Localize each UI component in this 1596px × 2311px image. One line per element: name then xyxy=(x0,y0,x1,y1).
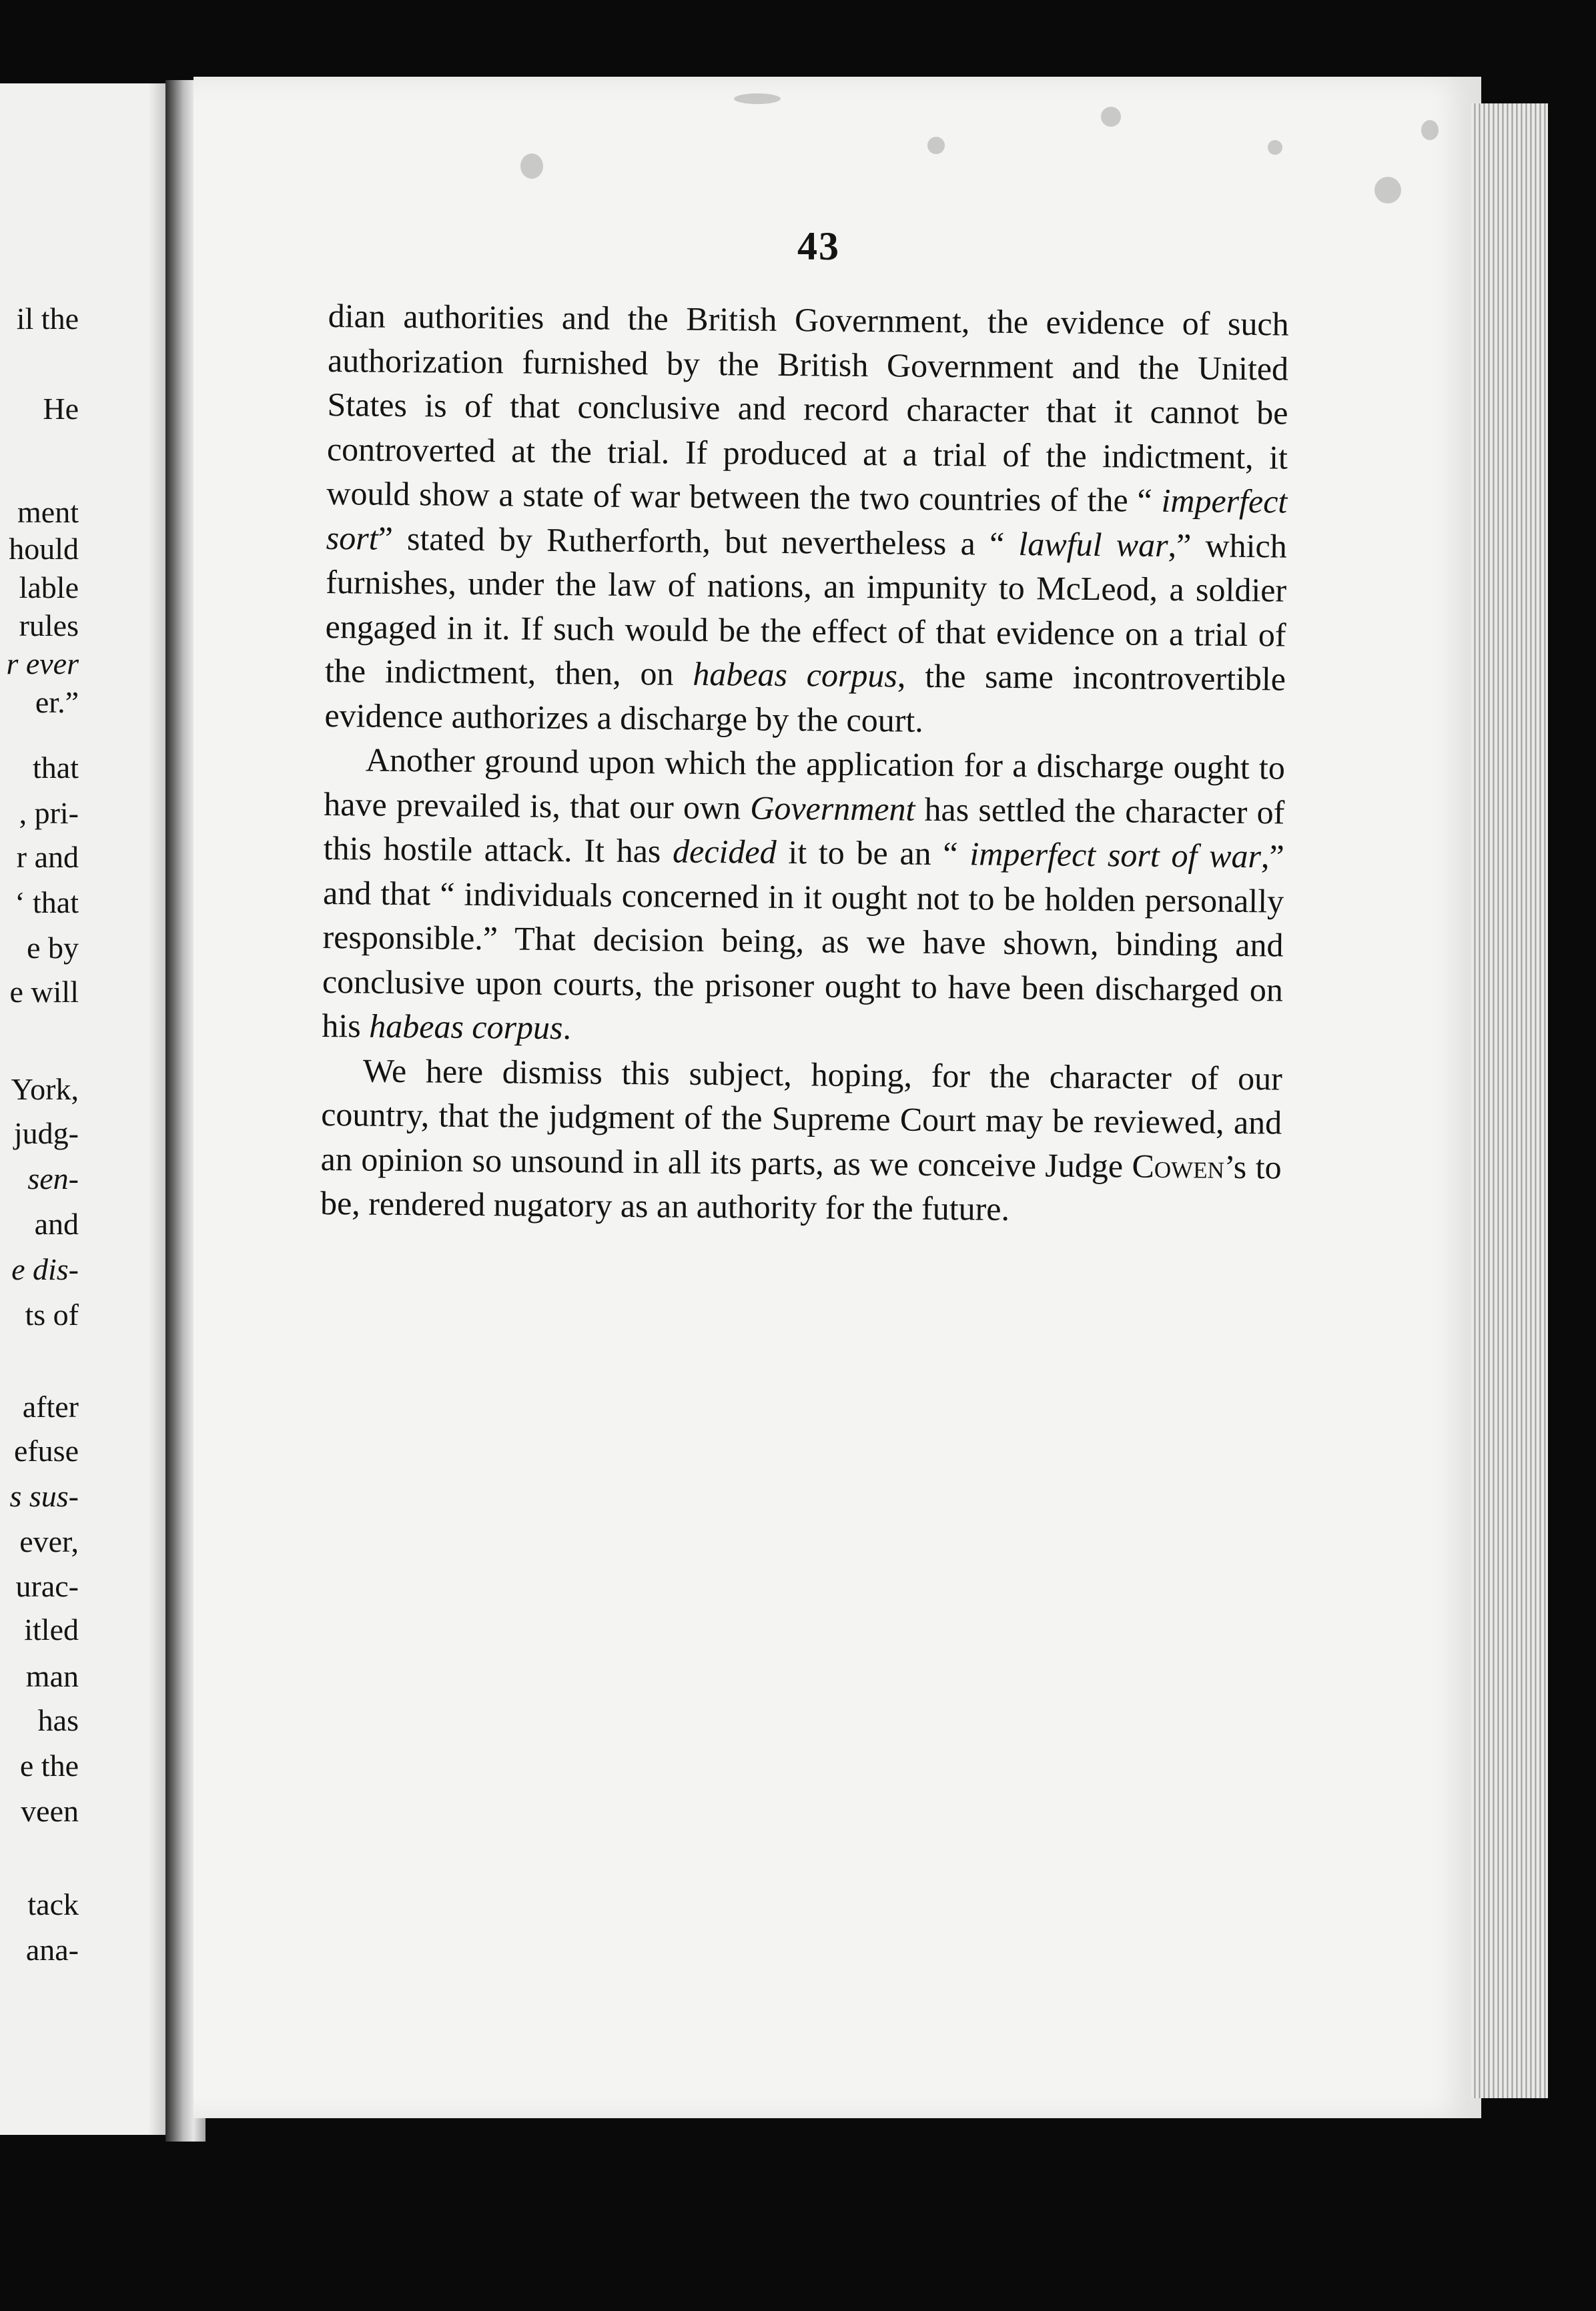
text-run: , the same incontrovertible evidence authorizes a discharge by the court. xyxy=(324,656,1286,739)
text-run: it to be an “ xyxy=(776,833,970,873)
facing-page-line: sen- xyxy=(27,1162,79,1196)
facing-page-line: veen xyxy=(21,1794,79,1828)
facing-page-line: man xyxy=(25,1659,79,1693)
facing-page-line: has xyxy=(37,1703,79,1737)
facing-page-line: ana- xyxy=(25,1933,79,1967)
foxing-spot xyxy=(520,153,543,179)
body-text xyxy=(320,294,1289,1234)
text-run: ,” which furnishes, under the law of nations, an impunity to McLeod, a soldier engaged in it. If such would be the effect of that evidence on a trial of the indictment, then, on xyxy=(324,526,1287,692)
facing-page-line: ever, xyxy=(19,1524,79,1558)
facing-page-line: ment xyxy=(17,495,79,529)
text-run: ” stated by Rutherforth, but nevertheless a “ xyxy=(378,519,1019,562)
facing-page-line: itled xyxy=(24,1612,79,1647)
facing-page-line: , pri- xyxy=(19,796,79,830)
italic-phrase: habeas corpus xyxy=(369,1007,563,1047)
text-run: ,” and that “ individuals concerned in it ought not to be holden personally responsible.” That decision being, as we have shown, binding and conclusive upon courts, the prisoner ought to have been discharged on his xyxy=(322,837,1284,1045)
facing-page-line: ts of xyxy=(25,1298,79,1332)
facing-page-line: e the xyxy=(19,1749,79,1783)
foxing-spot xyxy=(1374,177,1401,203)
foxing-spot xyxy=(734,93,781,104)
facing-page-line: r ever xyxy=(6,646,79,680)
foxing-spot xyxy=(1268,140,1282,155)
facing-page-line: after xyxy=(22,1390,79,1424)
facing-page-line: er.” xyxy=(35,685,79,719)
facing-page-line: hould xyxy=(9,532,79,566)
italic-phrase: habeas corpus xyxy=(693,654,898,695)
facing-page-line: urac- xyxy=(15,1569,79,1603)
facing-page-line: that xyxy=(33,751,79,785)
text-run: We here dismiss this subject, hoping, for the character of our country, that the judgment of the Supreme Court may be reviewed, and an opinion so unsound in all its parts, as we conceive Judge xyxy=(320,1051,1283,1185)
facing-page-line: and xyxy=(34,1207,79,1241)
italic-phrase: decided xyxy=(672,832,777,871)
facing-page-line: il the xyxy=(16,302,79,336)
page-edges xyxy=(1471,103,1548,2098)
facing-page-line: e by xyxy=(27,931,79,965)
facing-page-line: e dis- xyxy=(11,1252,79,1286)
small-caps-name: Cowen xyxy=(1132,1147,1225,1186)
facing-page-line: lable xyxy=(19,570,79,604)
foxing-spot xyxy=(1421,120,1439,140)
text-run: dian authorities and the British Government, the evidence of such authorization furnished by the British Government and the United States is of that conclusive and record character that it cannot be controverted at the trial. If produced at a trial of the indictment, it would show a state of war between the two countries of the “ xyxy=(326,296,1289,519)
facing-page-line: efuse xyxy=(13,1434,79,1468)
foxing-spot xyxy=(927,137,945,154)
italic-phrase: lawful war xyxy=(1018,524,1168,564)
facing-page-line: r and xyxy=(16,840,79,874)
text-run: has settled the character of this hostile attack. It has xyxy=(323,790,1285,870)
facing-page-fragment xyxy=(0,83,175,2135)
italic-phrase: Government xyxy=(750,789,915,828)
facing-page-line: tack xyxy=(27,1887,79,1921)
facing-page-line: judg- xyxy=(13,1116,79,1150)
text-run: Another ground upon which the application for a discharge ought to have prevailed is, that our own xyxy=(324,741,1286,827)
italic-phrase: imperfect sort of war xyxy=(969,835,1262,875)
facing-page-line: rules xyxy=(19,608,79,642)
facing-page-line: e will xyxy=(9,975,79,1009)
facing-page-line: s sus- xyxy=(9,1479,79,1513)
text-run: ’s to be, rendered nugatory as an authority for the future. xyxy=(320,1147,1282,1228)
text-run: . xyxy=(562,1009,572,1047)
paragraph xyxy=(322,737,1285,1056)
page-number: 43 xyxy=(797,224,840,268)
facing-page-line: ‘ that xyxy=(15,885,79,919)
paragraph xyxy=(320,1047,1282,1234)
facing-page-line: He xyxy=(43,392,79,426)
paragraph xyxy=(324,294,1289,746)
foxing-spot xyxy=(1101,107,1121,127)
facing-page-line: York, xyxy=(11,1072,79,1106)
italic-phrase: imperfect sort xyxy=(326,481,1288,557)
